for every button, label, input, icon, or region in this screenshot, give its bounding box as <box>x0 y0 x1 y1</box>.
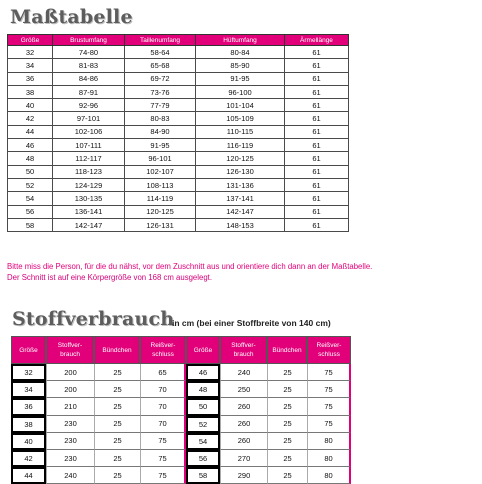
cell-chest: 107-111 <box>53 139 125 152</box>
fabric-cell-cuffs: 25 <box>94 467 140 484</box>
fabric-cell-size-2: 50 <box>186 398 220 415</box>
cell-hip: 105-109 <box>196 112 285 125</box>
cell-waist: 108-113 <box>125 178 196 191</box>
cell-waist: 96-101 <box>125 152 196 165</box>
fabric-header-fabric <box>46 336 94 364</box>
fabric-cell-zipper: 65 <box>140 364 186 381</box>
fabric-cell-cuffs-2: 25 <box>267 433 307 450</box>
fabric-cell-cuffs: 25 <box>94 398 140 415</box>
header-line-2: schluss <box>152 351 174 358</box>
fabric-cell-fabric: 230 <box>46 416 94 433</box>
cell-sleeve: 61 <box>285 125 349 138</box>
cell-sleeve: 61 <box>285 152 349 165</box>
fabric-cell-size-2: 54 <box>186 433 220 450</box>
body-height-note: Der Schnitt ist auf eine Körpergröße von 168 cm ausgelegt. <box>7 273 212 282</box>
fabric-row <box>11 381 351 398</box>
cell-hip: 110-115 <box>196 125 285 138</box>
fabric-cell-size: 38 <box>11 416 46 433</box>
cell-chest: 81-83 <box>53 59 125 72</box>
fabric-cell-fabric-2: 260 <box>220 433 267 450</box>
header-chest: Brustumfang <box>53 35 125 46</box>
measurement-table <box>7 34 349 232</box>
fabric-cell-zipper-2: 75 <box>307 381 351 398</box>
fabric-cell-zipper: 75 <box>140 450 186 467</box>
header-sleeve: Ärmellänge <box>285 35 349 46</box>
cell-size: 42 <box>8 112 53 125</box>
fabric-cell-size-2: 58 <box>186 467 220 484</box>
cell-hip: 85-90 <box>196 59 285 72</box>
measurement-row <box>8 59 349 72</box>
fabric-row <box>11 416 351 433</box>
cell-sleeve: 61 <box>285 99 349 112</box>
header-line-2: brauch <box>60 351 80 358</box>
header-size: Größe <box>8 35 53 46</box>
cell-waist: 58-64 <box>125 46 196 59</box>
fabric-table <box>11 336 351 484</box>
cell-sleeve: 61 <box>285 205 349 218</box>
header-line-1: Reißver- <box>150 342 176 349</box>
fabric-cell-cuffs-2: 25 <box>267 450 307 467</box>
fabric-cell-zipper: 70 <box>140 381 186 398</box>
header-hip: Hüftumfang <box>196 35 285 46</box>
fabric-header-zipper-2 <box>307 336 351 364</box>
fabric-cell-fabric: 240 <box>46 467 94 484</box>
measurement-row <box>8 192 349 205</box>
cell-waist: 73-76 <box>125 85 196 98</box>
cell-waist: 120-125 <box>125 205 196 218</box>
measurement-row <box>8 205 349 218</box>
fabric-cell-size-2: 52 <box>186 416 220 433</box>
fabric-cell-size-2: 46 <box>186 364 220 381</box>
fabric-cell-zipper: 75 <box>140 467 186 484</box>
cell-waist: 102-107 <box>125 165 196 178</box>
cell-hip: 131-136 <box>196 178 285 191</box>
cell-sleeve: 61 <box>285 112 349 125</box>
cell-chest: 124-129 <box>53 178 125 191</box>
fabric-cell-size: 44 <box>11 467 46 484</box>
cell-sleeve: 61 <box>285 218 349 231</box>
cell-hip: 126-130 <box>196 165 285 178</box>
fabric-consumption-subtitle: in cm (bei einer Stoffbreite von 140 cm) <box>172 318 331 328</box>
cell-chest: 97-101 <box>53 112 125 125</box>
fabric-cell-cuffs-2: 25 <box>267 381 307 398</box>
fabric-cell-fabric: 210 <box>46 398 94 415</box>
measurement-header-row <box>8 35 349 46</box>
cell-size: 46 <box>8 139 53 152</box>
fabric-row <box>11 364 351 381</box>
cell-size: 34 <box>8 59 53 72</box>
cell-chest: 142-147 <box>53 218 125 231</box>
cell-chest: 118-123 <box>53 165 125 178</box>
measure-instruction-note: Bitte miss die Person, für die du nähst, vor dem Zuschnitt aus und orientiere dich dann an der Maßtabelle. <box>7 262 373 271</box>
fabric-cell-fabric: 230 <box>46 450 94 467</box>
cell-waist: 126-131 <box>125 218 196 231</box>
fabric-cell-size: 40 <box>11 433 46 450</box>
header-line-1: Stoffver- <box>231 342 256 349</box>
fabric-header-size-2: Größe <box>186 336 220 364</box>
measurement-row <box>8 72 349 85</box>
cell-size: 38 <box>8 85 53 98</box>
fabric-row <box>11 450 351 467</box>
fabric-cell-fabric-2: 240 <box>220 364 267 381</box>
cell-waist: 84-90 <box>125 125 196 138</box>
cell-hip: 148-153 <box>196 218 285 231</box>
fabric-cell-size-2: 48 <box>186 381 220 398</box>
fabric-row <box>11 398 351 415</box>
cell-sleeve: 61 <box>285 165 349 178</box>
fabric-cell-fabric: 200 <box>46 364 94 381</box>
fabric-cell-cuffs-2: 25 <box>267 364 307 381</box>
cell-size: 52 <box>8 178 53 191</box>
fabric-cell-cuffs-2: 25 <box>267 416 307 433</box>
cell-chest: 84-86 <box>53 72 125 85</box>
fabric-cell-cuffs: 25 <box>94 433 140 450</box>
fabric-cell-zipper-2: 80 <box>307 450 351 467</box>
fabric-header-size: Größe <box>11 336 46 364</box>
cell-size: 40 <box>8 99 53 112</box>
fabric-cell-cuffs-2: 25 <box>267 467 307 484</box>
header-line-2: brauch <box>233 351 254 358</box>
measurement-table-title: Maßtabelle <box>10 6 133 28</box>
measurement-row <box>8 125 349 138</box>
header-line-2: schluss <box>318 351 340 358</box>
fabric-cell-fabric-2: 250 <box>220 381 267 398</box>
fabric-cell-fabric-2: 270 <box>220 450 267 467</box>
measurement-row <box>8 112 349 125</box>
fabric-header-row <box>11 336 351 364</box>
cell-size: 58 <box>8 218 53 231</box>
fabric-header-cuffs-2: Bündchen <box>267 336 307 364</box>
cell-sleeve: 61 <box>285 178 349 191</box>
measurement-row <box>8 85 349 98</box>
fabric-header-cuffs: Bündchen <box>94 336 140 364</box>
cell-waist: 65-68 <box>125 59 196 72</box>
cell-chest: 92-96 <box>53 99 125 112</box>
measurement-row <box>8 99 349 112</box>
header-line-1: Reißver- <box>316 342 342 349</box>
cell-hip: 80-84 <box>196 46 285 59</box>
cell-hip: 91-95 <box>196 72 285 85</box>
fabric-cell-zipper-2: 75 <box>307 364 351 381</box>
fabric-cell-fabric: 200 <box>46 381 94 398</box>
cell-sleeve: 61 <box>285 46 349 59</box>
cell-chest: 112-117 <box>53 152 125 165</box>
measurement-row <box>8 152 349 165</box>
cell-hip: 101-104 <box>196 99 285 112</box>
cell-size: 56 <box>8 205 53 218</box>
cell-sleeve: 61 <box>285 72 349 85</box>
cell-hip: 116-119 <box>196 139 285 152</box>
cell-chest: 74-80 <box>53 46 125 59</box>
cell-chest: 102-106 <box>53 125 125 138</box>
cell-hip: 120-125 <box>196 152 285 165</box>
fabric-header-fabric-2 <box>220 336 267 364</box>
fabric-header-zipper <box>140 336 186 364</box>
fabric-row <box>11 433 351 450</box>
cell-waist: 69-72 <box>125 72 196 85</box>
cell-chest: 87-91 <box>53 85 125 98</box>
cell-size: 48 <box>8 152 53 165</box>
measurement-row <box>8 46 349 59</box>
cell-sleeve: 61 <box>285 192 349 205</box>
fabric-cell-size: 36 <box>11 398 46 415</box>
cell-hip: 137-141 <box>196 192 285 205</box>
header-line-1: Stoffver- <box>57 342 83 349</box>
fabric-cell-cuffs-2: 25 <box>267 398 307 415</box>
fabric-cell-fabric: 230 <box>46 433 94 450</box>
measurement-row <box>8 139 349 152</box>
cell-chest: 130-135 <box>53 192 125 205</box>
cell-sleeve: 61 <box>285 85 349 98</box>
fabric-cell-cuffs: 25 <box>94 381 140 398</box>
cell-chest: 136-141 <box>53 205 125 218</box>
fabric-cell-zipper: 75 <box>140 433 186 450</box>
cell-waist: 114-119 <box>125 192 196 205</box>
measurement-row <box>8 165 349 178</box>
cell-waist: 80-83 <box>125 112 196 125</box>
cell-sleeve: 61 <box>285 139 349 152</box>
cell-size: 44 <box>8 125 53 138</box>
fabric-cell-cuffs: 25 <box>94 450 140 467</box>
cell-size: 50 <box>8 165 53 178</box>
cell-waist: 77-79 <box>125 99 196 112</box>
fabric-row <box>11 467 351 484</box>
fabric-cell-size-2: 56 <box>186 450 220 467</box>
fabric-cell-zipper-2: 75 <box>307 398 351 415</box>
fabric-cell-fabric-2: 290 <box>220 467 267 484</box>
fabric-cell-size: 42 <box>11 450 46 467</box>
fabric-cell-cuffs: 25 <box>94 364 140 381</box>
fabric-cell-zipper-2: 80 <box>307 433 351 450</box>
fabric-cell-size: 32 <box>11 364 46 381</box>
fabric-cell-fabric-2: 260 <box>220 416 267 433</box>
cell-size: 36 <box>8 72 53 85</box>
fabric-cell-zipper-2: 80 <box>307 467 351 484</box>
fabric-cell-fabric-2: 260 <box>220 398 267 415</box>
cell-hip: 96-100 <box>196 85 285 98</box>
header-waist: Taillenumfang <box>125 35 196 46</box>
fabric-cell-size: 34 <box>11 381 46 398</box>
measurement-row <box>8 218 349 231</box>
cell-size: 32 <box>8 46 53 59</box>
fabric-cell-zipper: 70 <box>140 398 186 415</box>
fabric-consumption-title: Stoffverbrauch <box>12 308 175 330</box>
cell-waist: 91-95 <box>125 139 196 152</box>
cell-size: 54 <box>8 192 53 205</box>
cell-hip: 142-147 <box>196 205 285 218</box>
fabric-cell-cuffs: 25 <box>94 416 140 433</box>
cell-sleeve: 61 <box>285 59 349 72</box>
measurement-row <box>8 178 349 191</box>
fabric-cell-zipper-2: 75 <box>307 416 351 433</box>
fabric-cell-zipper: 70 <box>140 416 186 433</box>
